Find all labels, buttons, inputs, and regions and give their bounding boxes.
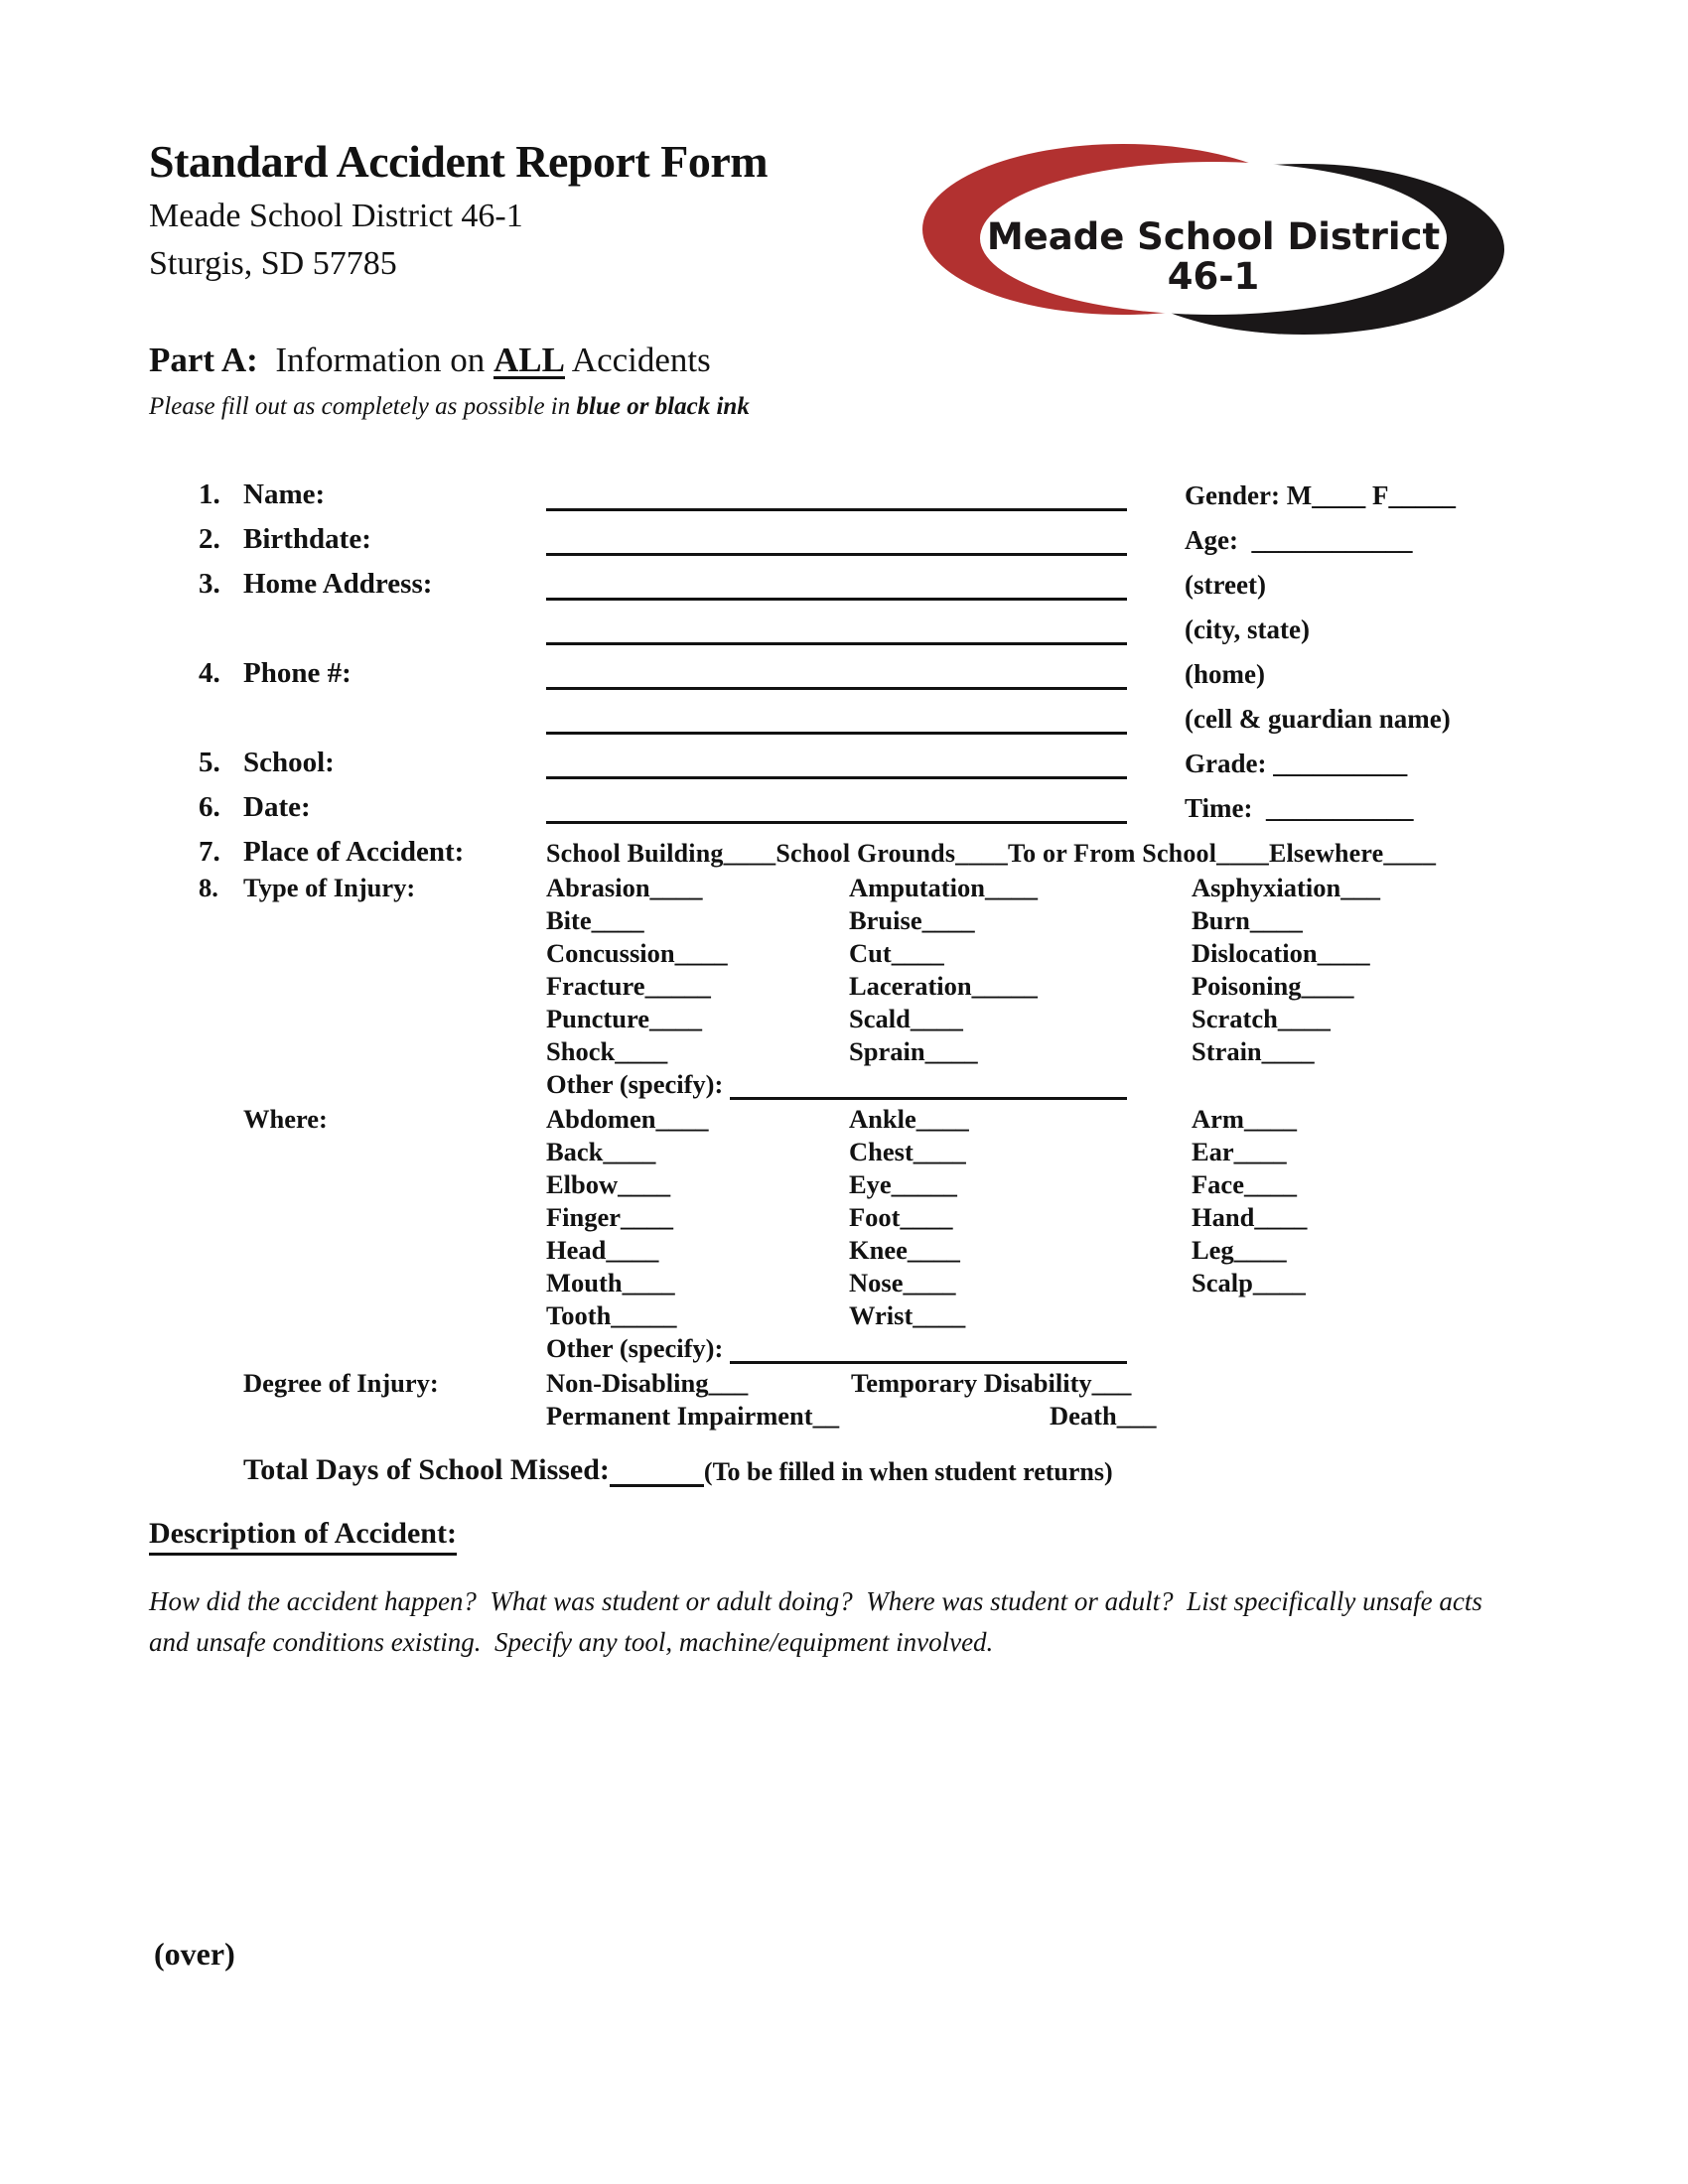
part-a-label: Part A: <box>149 341 258 379</box>
logo-text-line1: Meade School District <box>986 215 1441 258</box>
field-row-birthdate <box>0 511 1688 556</box>
injury-other-label: Other (specify): <box>546 1069 730 1099</box>
field-number: 2. <box>199 523 220 555</box>
where-item: Elbow____ <box>546 1169 671 1199</box>
where-other-label: Other (specify): <box>546 1333 730 1363</box>
gender-annotation: Gender: M____ F_____ <box>1185 480 1456 510</box>
field-number: 5. <box>199 747 220 778</box>
logo-text-line2: 46-1 <box>1167 255 1260 298</box>
field-row-place-of-accident <box>0 824 1688 869</box>
where-item: Foot____ <box>849 1202 953 1232</box>
injury-item: Shock____ <box>546 1036 668 1066</box>
where-row <box>546 1233 1307 1266</box>
page-title: Standard Accident Report Form <box>149 136 769 187</box>
field-row-school <box>0 735 1688 779</box>
field-row-date <box>0 779 1688 824</box>
field-number: 8. <box>199 873 218 902</box>
where-item: Scalp____ <box>1192 1268 1306 1297</box>
part-a-all: ALL <box>493 341 565 379</box>
injury-row <box>546 903 1380 936</box>
where-item: Ear____ <box>1192 1137 1287 1166</box>
injury-row <box>546 969 1380 1002</box>
home-phone-blank-line <box>546 651 1127 690</box>
where-item: Ankle____ <box>849 1104 969 1134</box>
header-block <box>149 137 768 288</box>
fill-out-instruction <box>149 393 750 421</box>
where-row <box>546 1266 1307 1298</box>
total-days-label: Total Days of School Missed: <box>243 1453 610 1486</box>
where-item: Leg____ <box>1192 1235 1287 1265</box>
injury-item: Amputation____ <box>849 873 1038 902</box>
injury-item: Concussion____ <box>546 938 728 968</box>
type-of-injury-section <box>0 871 1688 1100</box>
district-name: Meade School District 46-1 <box>149 197 523 234</box>
degree-label: Degree of Injury: <box>243 1368 439 1398</box>
where-item: Eye_____ <box>849 1169 957 1199</box>
where-item: Head____ <box>546 1235 659 1265</box>
injury-item: Scald____ <box>849 1004 963 1033</box>
field-number: 3. <box>199 568 220 600</box>
time-annotation: Time: ___________ <box>1185 793 1414 823</box>
field-number: 1. <box>199 478 220 510</box>
field-row-name <box>0 467 1688 511</box>
where-item: Knee____ <box>849 1235 960 1265</box>
where-item: Finger____ <box>546 1202 674 1232</box>
injury-item: Abrasion____ <box>546 873 703 902</box>
injury-item: Sprain____ <box>849 1036 978 1066</box>
where-label: Where: <box>243 1104 328 1134</box>
cell-annotation: (cell & guardian name) <box>1185 704 1451 734</box>
injury-grid <box>546 871 1380 1100</box>
where-other-blank-line <box>730 1335 1127 1364</box>
where-item: Chest____ <box>849 1137 966 1166</box>
home-phone-annotation: (home) <box>1185 659 1265 689</box>
total-days-row <box>0 1441 1688 1487</box>
injury-row <box>546 1002 1380 1034</box>
over-note: (over) <box>154 1936 235 1972</box>
total-days-note: (To be filled in when student returns) <box>703 1457 1113 1486</box>
degree-grid <box>546 1366 1156 1432</box>
injury-other-row <box>546 1067 1380 1100</box>
injury-item: Fracture_____ <box>546 971 711 1001</box>
where-other-row <box>546 1331 1307 1364</box>
district-logo-graphic <box>921 142 1505 341</box>
injury-item: Asphyxiation___ <box>1192 873 1380 902</box>
where-row <box>546 1167 1307 1200</box>
field-label: Date: <box>243 791 311 823</box>
field-row-home-address <box>0 556 1688 601</box>
injury-item: Dislocation____ <box>1192 938 1370 968</box>
city-state-blank-line <box>546 607 1127 645</box>
field-label: Home Address: <box>243 568 433 600</box>
part-a-text-mid: Information on <box>257 341 494 379</box>
injury-item: Cut____ <box>849 938 944 968</box>
total-days-blank-line <box>610 1454 704 1487</box>
field-number: 6. <box>199 791 220 823</box>
injury-row <box>546 936 1380 969</box>
degree-row <box>546 1399 1156 1432</box>
description-instructions: How did the accident happen? What was student or adult doing? Where was student or adult? List specifically unsafe acts and unsafe conditions existing. Specify any tool, machine/equipment involved. <box>149 1586 1489 1657</box>
city-state-annotation: (city, state) <box>1185 614 1310 644</box>
injury-item: Scratch____ <box>1192 1004 1331 1033</box>
where-row <box>546 1135 1307 1167</box>
date-blank-line <box>546 785 1127 824</box>
field-label: Name: <box>243 478 326 510</box>
cell-blank-line <box>546 696 1127 735</box>
injury-row <box>546 1034 1380 1067</box>
degree-item: Temporary Disability___ <box>851 1368 1132 1398</box>
injury-item: Bite____ <box>546 905 644 935</box>
part-a-text-end: Accidents <box>564 341 711 379</box>
field-row-cell <box>0 690 1688 735</box>
where-item: Abdomen____ <box>546 1104 709 1134</box>
degree-of-injury-section <box>0 1366 1688 1432</box>
district-logo <box>921 142 1505 341</box>
field-label: Place of Accident: <box>243 836 465 868</box>
degree-item: Death___ <box>1050 1401 1157 1431</box>
injury-item: Burn____ <box>1192 905 1303 935</box>
field-row-city-state <box>0 601 1688 645</box>
injury-item: Puncture____ <box>546 1004 703 1033</box>
injury-item: Strain____ <box>1192 1036 1315 1066</box>
description-section <box>149 1517 1529 1662</box>
school-blank-line <box>546 741 1127 779</box>
part-a-heading <box>149 341 711 380</box>
field-number: 7. <box>199 836 220 868</box>
where-row <box>546 1200 1307 1233</box>
injury-item: Poisoning____ <box>1192 971 1354 1001</box>
description-heading: Description of Accident: <box>149 1517 457 1556</box>
injury-item: Laceration_____ <box>849 971 1038 1001</box>
degree-item: Non-Disabling___ <box>546 1368 749 1398</box>
street-annotation: (street) <box>1185 570 1266 600</box>
field-number: 4. <box>199 657 220 689</box>
where-item: Arm____ <box>1192 1104 1297 1134</box>
where-row <box>546 1102 1307 1135</box>
where-item: Mouth____ <box>546 1268 675 1297</box>
where-item: Nose____ <box>849 1268 956 1297</box>
injury-other-blank-line <box>730 1071 1127 1100</box>
where-grid <box>546 1102 1307 1364</box>
street-blank-line <box>546 562 1127 601</box>
field-row-phone <box>0 645 1688 690</box>
where-item: Wrist____ <box>849 1300 966 1330</box>
field-label: Phone #: <box>243 657 352 689</box>
degree-item: Permanent Impairment__ <box>546 1401 840 1431</box>
where-item: Tooth_____ <box>546 1300 677 1330</box>
where-item: Back____ <box>546 1137 656 1166</box>
injury-item: Bruise____ <box>849 905 975 935</box>
grade-annotation: Grade: __________ <box>1185 749 1408 778</box>
form-body <box>0 467 1688 1487</box>
place-of-accident-options: School Building____School Grounds____To or From School____Elsewhere____ <box>546 839 1437 868</box>
instruction-bold: blue or black ink <box>576 393 750 420</box>
where-item: Hand____ <box>1192 1202 1308 1232</box>
where-row <box>546 1298 1307 1331</box>
field-label: Type of Injury: <box>243 873 416 902</box>
name-blank-line <box>546 473 1127 511</box>
field-label: School: <box>243 747 335 778</box>
district-city: Sturgis, SD 57785 <box>149 244 397 282</box>
injury-row <box>546 871 1380 903</box>
where-section <box>0 1102 1688 1364</box>
age-annotation: Age: ____________ <box>1185 525 1413 555</box>
where-item: Face____ <box>1192 1169 1297 1199</box>
birthdate-blank-line <box>546 517 1127 556</box>
degree-row <box>546 1366 1156 1399</box>
instruction-regular: Please fill out as completely as possible in <box>149 393 577 420</box>
field-label: Birthdate: <box>243 523 371 555</box>
